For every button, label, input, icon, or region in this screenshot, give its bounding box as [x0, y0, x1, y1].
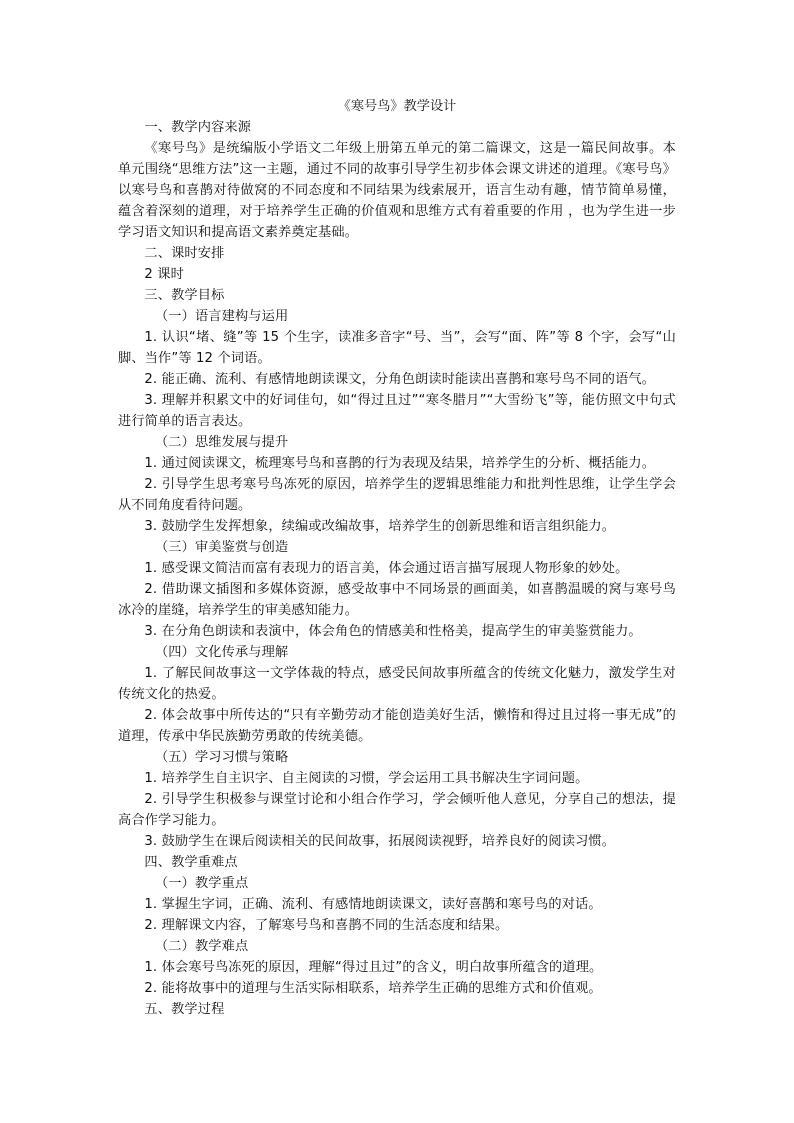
body-paragraph: 1. 通过阅读课文，梳理寒号鸟和喜鹊的行为表现及结果，培养学生的分析、概括能力。	[144, 456, 656, 471]
body-paragraph: 2. 引导学生思考寒号鸟冻死的原因，培养学生的逻辑思维能力和批判性思维，让学生学会从不同角度看待问题。	[118, 477, 676, 513]
body-paragraph: 3. 鼓励学生在课后阅读相关的民间故事，拓展阅读视野，培养良好的阅读习惯。	[144, 834, 616, 849]
subsection-heading: （一）教学重点	[154, 876, 249, 891]
subsection-heading: （五）学习习惯与策略	[154, 750, 289, 765]
subsection-heading: （三）审美鉴赏与创造	[154, 540, 289, 555]
subsection-heading: （一）语言建构与运用	[154, 309, 289, 324]
body-paragraph: 2. 能将故事中的道理与生活实际相联系，培养学生正确的思维方式和价值观。	[144, 981, 602, 996]
section-heading: 三、教学目标	[144, 288, 225, 303]
subsection-heading: （二）教学难点	[154, 939, 249, 954]
subsection-heading: （二）思维发展与提升	[154, 435, 289, 450]
section-heading: 五、教学过程	[144, 1002, 225, 1017]
body-paragraph: 2. 理解课文内容，了解寒号鸟和喜鹊不同的生活态度和结果。	[144, 918, 509, 933]
body-paragraph: 《寒号鸟》是统编版小学语文二年级上册第五单元的第二篇课文，这是一篇民间故事。本单元围绕“思维方法”这一主题，通过不同的故事引导学生初步体会课文讲述的道理。《寒号鸟》以寒号鸟和喜鹊对待做窝的不同态度和不同结果为线索展开，语言生动有趣，情节简单易懂，蕴含着深刻的道理，对于培养学生正确的价值观和思维方式有着重要的作用 ，也为学生进一步学习语文知识和提高语文素养奠定基础。	[118, 141, 676, 240]
body-paragraph: 2. 借助课文插图和多媒体资源，感受故事中不同场景的画面美，如喜鹊温暖的窝与寒号鸟冰冷的崖缝，培养学生的审美感知能力。	[118, 582, 676, 618]
body-paragraph: 2. 体会故事中所传达的“只有辛勤劳动才能创造美好生活，懒惰和得过且过将一事无成”的道理，传承中华民族勤劳勇敢的传统美德。	[118, 708, 676, 744]
body-paragraph: 2 课时	[144, 267, 184, 282]
body-paragraph: 3. 鼓励学生发挥想象，续编或改编故事，培养学生的创新思维和语言组织能力。	[144, 519, 616, 534]
body-paragraph: 1. 体会寒号鸟冻死的原因，理解“得过且过”的含义，明白故事所蕴含的道理。	[144, 960, 603, 975]
section-heading: 四、教学重难点	[144, 855, 238, 870]
body-paragraph: 2. 能正确、流利、有感情地朗读课文，分角色朗读时能读出喜鹊和寒号鸟不同的语气。	[144, 372, 656, 387]
body-paragraph: 3. 在分角色朗读和表演中，体会角色的情感美和性格美，提高学生的审美鉴赏能力。	[144, 624, 642, 639]
body-paragraph: 1. 感受课文简洁而富有表现力的语言美，体会通过语言描写展现人物形象的妙处。	[144, 561, 629, 576]
subsection-heading: （四）文化传承与理解	[154, 645, 289, 660]
body-paragraph: 2. 引导学生积极参与课堂讨论和小组合作学习，学会倾听他人意见，分享自己的想法，提高合作学习能力。	[118, 792, 676, 828]
body-paragraph: 3. 理解并积累文中的好词佳句，如“得过且过”“寒冬腊月”“大雪纷飞”等，能仿照文中句式进行简单的语言表达。	[118, 393, 676, 429]
section-heading: 一、教学内容来源	[144, 120, 252, 135]
document-title: 《寒号鸟》教学设计	[337, 99, 457, 114]
body-paragraph: 1. 培养学生自主识字、自主阅读的习惯，学会运用工具书解决生字词问题。	[144, 771, 589, 786]
section-heading: 二、课时安排	[144, 246, 225, 261]
document-body	[118, 117, 676, 1020]
body-paragraph: 1. 认识“堵、缝”等 15 个生字，读准多音字“号、当”，会写“面、阵”等 8 个字，会写“山脚、当作”等 12 个词语。	[118, 330, 676, 366]
body-paragraph: 1. 掌握生字词，正确、流利、有感情地朗读课文，读好喜鹊和寒号鸟的对话。	[144, 897, 602, 912]
body-paragraph: 1. 了解民间故事这一文学体裁的特点，感受民间故事所蕴含的传统文化魅力，激发学生对传统文化的热爱。	[118, 666, 676, 702]
